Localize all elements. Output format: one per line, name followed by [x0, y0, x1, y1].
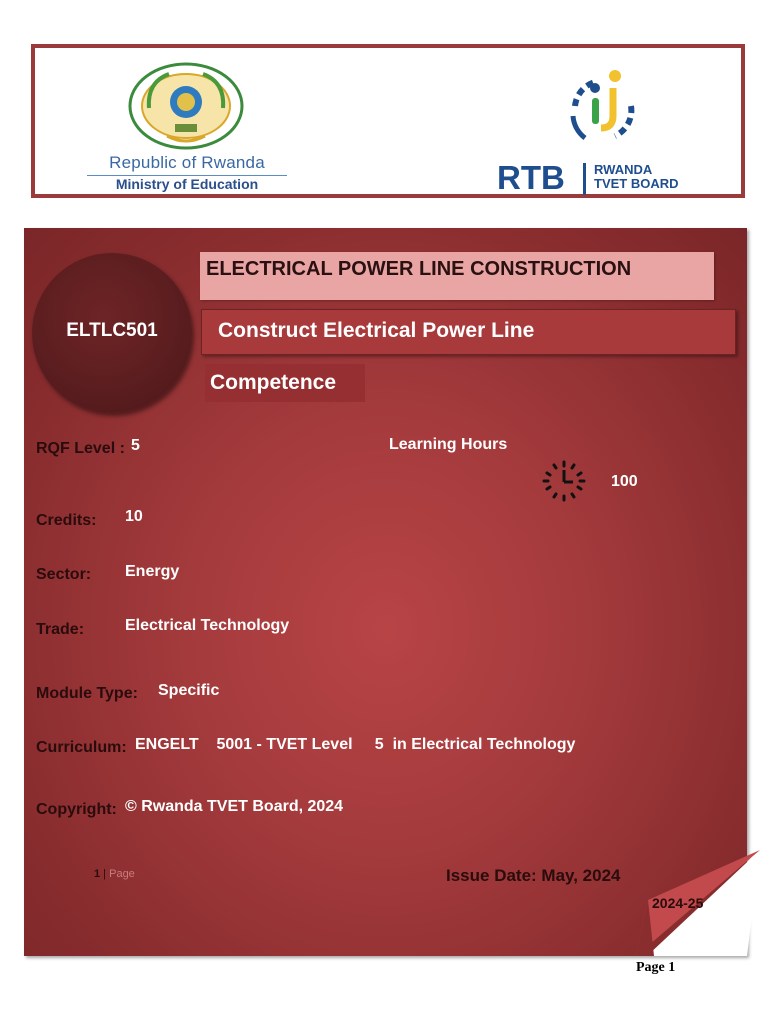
credits-label: Credits:	[36, 512, 97, 529]
rtb-name	[594, 163, 679, 191]
curriculum-value: ENGELT 5001 - TVET Level 5 in Electrical Technology	[135, 736, 576, 753]
rtb-logo	[497, 62, 719, 196]
competence-label: Competence	[210, 371, 337, 394]
academic-year: 2024-25	[652, 895, 704, 911]
rwanda-seal-icon	[127, 62, 245, 150]
module-title: ELECTRICAL POWER LINE CONSTRUCTION	[206, 258, 632, 280]
cover-page-num: 1	[94, 868, 101, 880]
ministry-line1: Republic of Rwanda	[109, 153, 265, 172]
trade-value: Electrical Technology	[125, 617, 290, 634]
module-code: ELTLC501	[66, 320, 158, 341]
rqf-level-value: 5	[131, 437, 140, 454]
cover-page-number	[94, 868, 135, 880]
sector-label: Sector:	[36, 566, 92, 583]
page-footer: Page 1	[636, 960, 676, 975]
module-type-value: Specific	[158, 682, 220, 699]
learning-hours-value: 100	[611, 473, 638, 490]
rqf-level-label: RQF Level :	[36, 440, 125, 457]
cover-page-word: Page	[109, 868, 135, 880]
ministry-line2: Ministry of Education	[115, 176, 259, 192]
header-logo-band	[31, 44, 745, 198]
competence-title: Construct Electrical Power Line	[218, 319, 535, 342]
sector-value: Energy	[125, 563, 180, 580]
rtb-divider	[583, 163, 586, 195]
clock-icon	[541, 459, 587, 503]
rtb-name-line2: TVET BOARD	[594, 176, 679, 191]
cover-page-separator: |	[100, 868, 110, 880]
learning-hours-label: Learning Hours	[389, 436, 508, 453]
ministry-logo	[87, 62, 287, 192]
module-type-label: Module Type:	[36, 685, 138, 702]
rtb-name-line1: RWANDA	[594, 162, 653, 177]
credits-value: 10	[125, 508, 143, 525]
rtb-gear-icon	[555, 66, 651, 154]
copyright-value: © Rwanda TVET Board, 2024	[125, 798, 344, 815]
curriculum-label: Curriculum:	[36, 739, 127, 756]
rtb-acronym: RTB	[497, 159, 565, 196]
copyright-label: Copyright:	[36, 801, 117, 818]
issue-date: Issue Date: May, 2024	[446, 866, 621, 885]
trade-label: Trade:	[36, 621, 85, 638]
